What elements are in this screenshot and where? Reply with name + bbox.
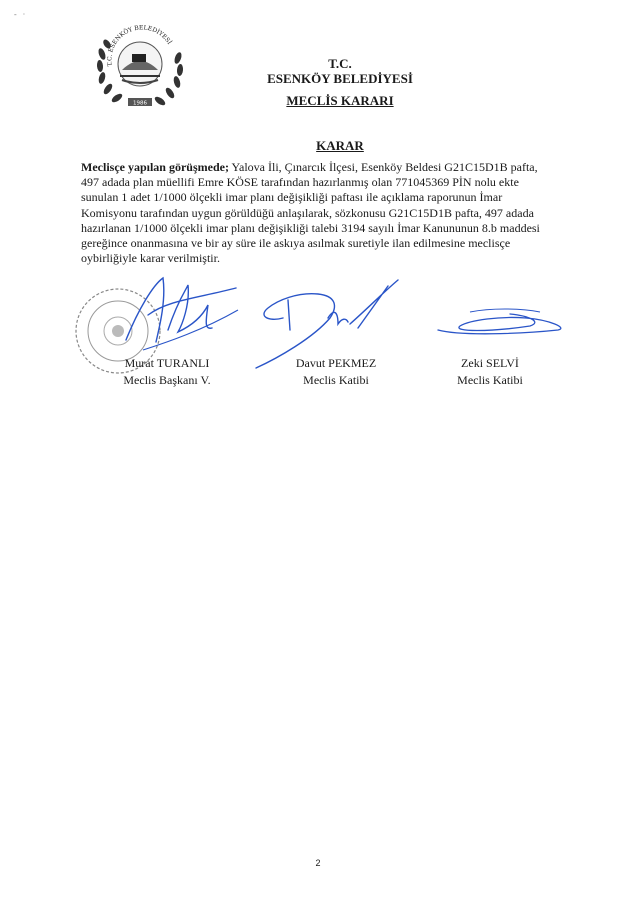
seal-year: 1986 (133, 100, 147, 107)
signatory-title: Meclis Başkanı V. (123, 373, 211, 387)
signatory-name: Zeki SELVİ (461, 356, 519, 370)
seal-text: T.C. ESENKÖY BELEDİYESİ (106, 24, 173, 67)
scan-mark: - · (14, 10, 26, 19)
page-number: 2 (315, 858, 321, 868)
signatory-title: Meclis Katibi (303, 373, 369, 387)
signatory-2 (261, 355, 411, 389)
decision-body: Yalova İli, Çınarcık İlçesi, Esenköy Beldesi G21C15D1B pafta, 497 adada plan müellifi Emre KÖSE tarafından hazırlanmış olan 771045369 PİN nolu ekte sunulan 1 adet 1/1000 ölçekli imar planı değişikliği paftası ile açıklama raporunun İmar Komisyonu tarafından uygun görüldüğü anlaşılarak, sözkonusu G21C15D1B pafta, 497 adada hazırlanan 1/1000 ölçekli imar planı değişikliği talebi 3194 sayılı İmar Kanununun 8.b maddesi gereğince onanmasına ve bir ay süre ile askıya asılmak suretiyle ilan edilmesine meclisçe oybirliğiyle karar verilmiştir. (81, 160, 540, 266)
document-title: MECLİS KARARI (286, 93, 394, 108)
decision-heading: KARAR (316, 138, 364, 153)
signatory-title: Meclis Katibi (457, 373, 523, 387)
country-heading: T.C. (328, 56, 352, 71)
signatory-name: Davut PEKMEZ (295, 356, 377, 370)
signature-zeki-selvi (430, 302, 570, 342)
signature-murat-turanli (108, 270, 248, 360)
signatory-3 (415, 355, 565, 389)
municipality-heading: ESENKÖY BELEDİYESİ (267, 71, 413, 86)
decision-lead: Meclisçe yapılan görüşmede; (81, 160, 229, 174)
decision-text (81, 160, 554, 266)
signatory-1 (92, 355, 242, 389)
signatory-name: Murat TURANLI (124, 356, 210, 370)
municipality-logo (92, 14, 188, 112)
